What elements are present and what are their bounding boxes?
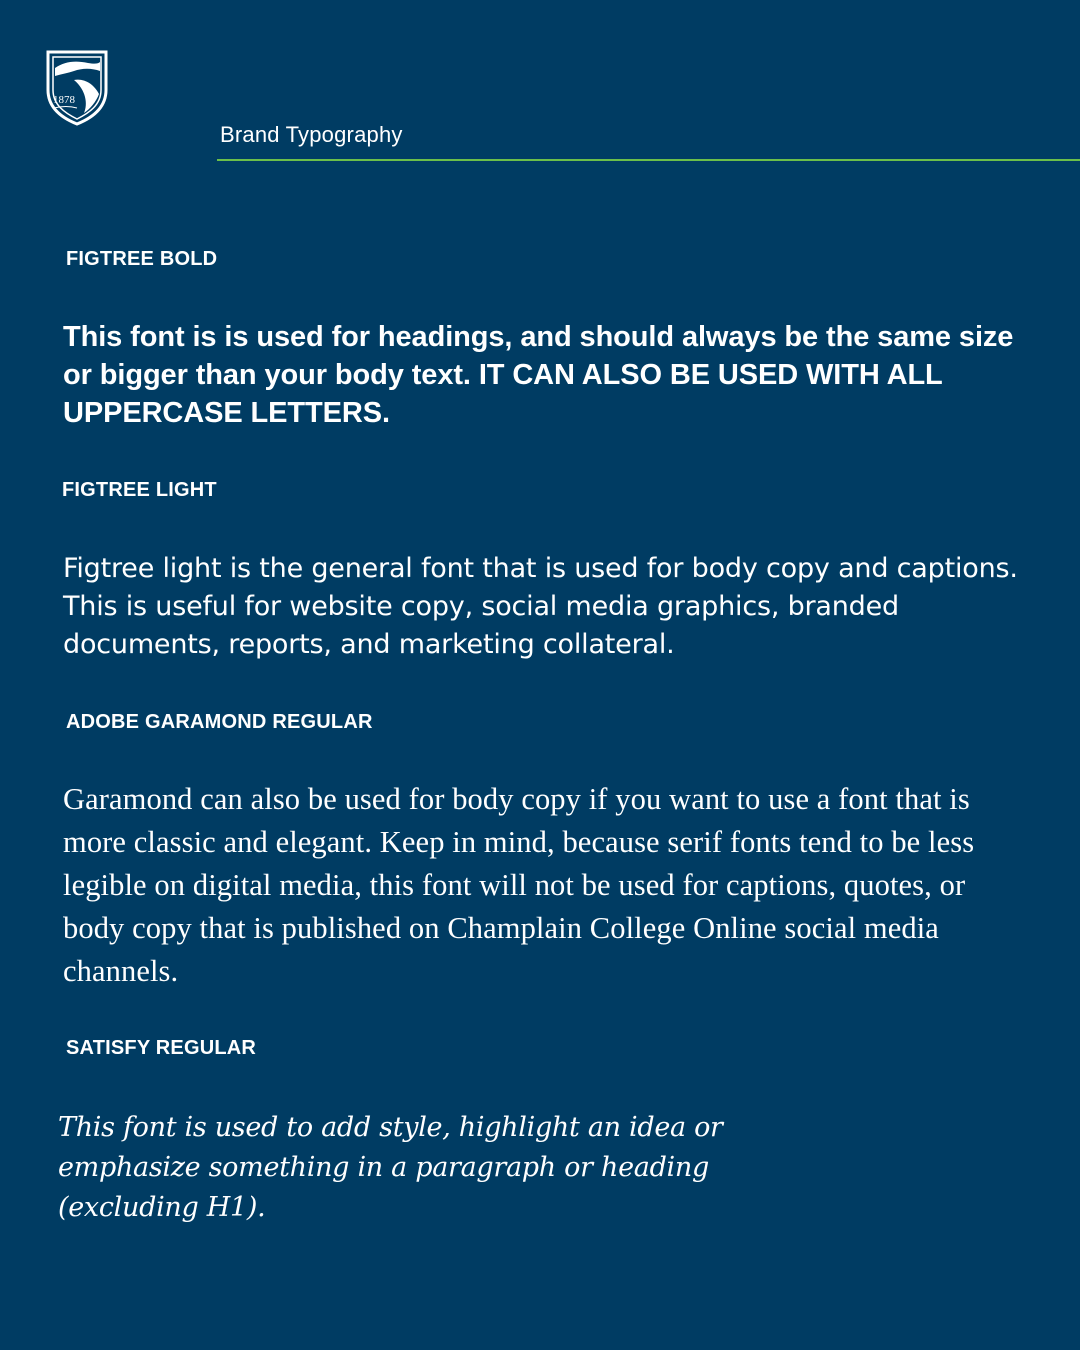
sample-text-figtree-bold: This font is is used for headings, and should always be the same size or bigger than your body text. IT CAN ALSO BE USED WITH ALL UPPERCASE LETTERS. xyxy=(63,321,1014,429)
college-shield-logo-icon xyxy=(44,46,110,126)
sample-text-adobe-garamond: Garamond can also be used for body copy if you want to use a font that is more classic and elegant. Keep in mind, because serif fonts tend to be less legible on digital media, this font will not be used for captions, quotes, or body copy that is published on Champlain College Online social media channels. xyxy=(63,782,975,988)
page-title: Brand Typography xyxy=(220,122,403,147)
sample-text-satisfy: This font is used to add style, highlight an idea or emphasize something in a paragraph or heading (excluding H1). xyxy=(58,1112,723,1223)
title-divider xyxy=(217,159,1080,161)
section-label-adobe-garamond: ADOBE GARAMOND REGULAR xyxy=(66,711,373,733)
section-label-satisfy: SATISFY REGULAR xyxy=(66,1037,257,1059)
logo-year: 1878 xyxy=(53,94,75,106)
section-label-figtree-light: FIGTREE LIGHT xyxy=(62,479,217,501)
section-label-figtree-bold: FIGTREE BOLD xyxy=(66,248,218,270)
sample-text-figtree-light: Figtree light is the general font that is used for body copy and captions. This is useful for website copy, social media graphics, branded documents, reports, and marketing collateral. xyxy=(63,553,1018,660)
